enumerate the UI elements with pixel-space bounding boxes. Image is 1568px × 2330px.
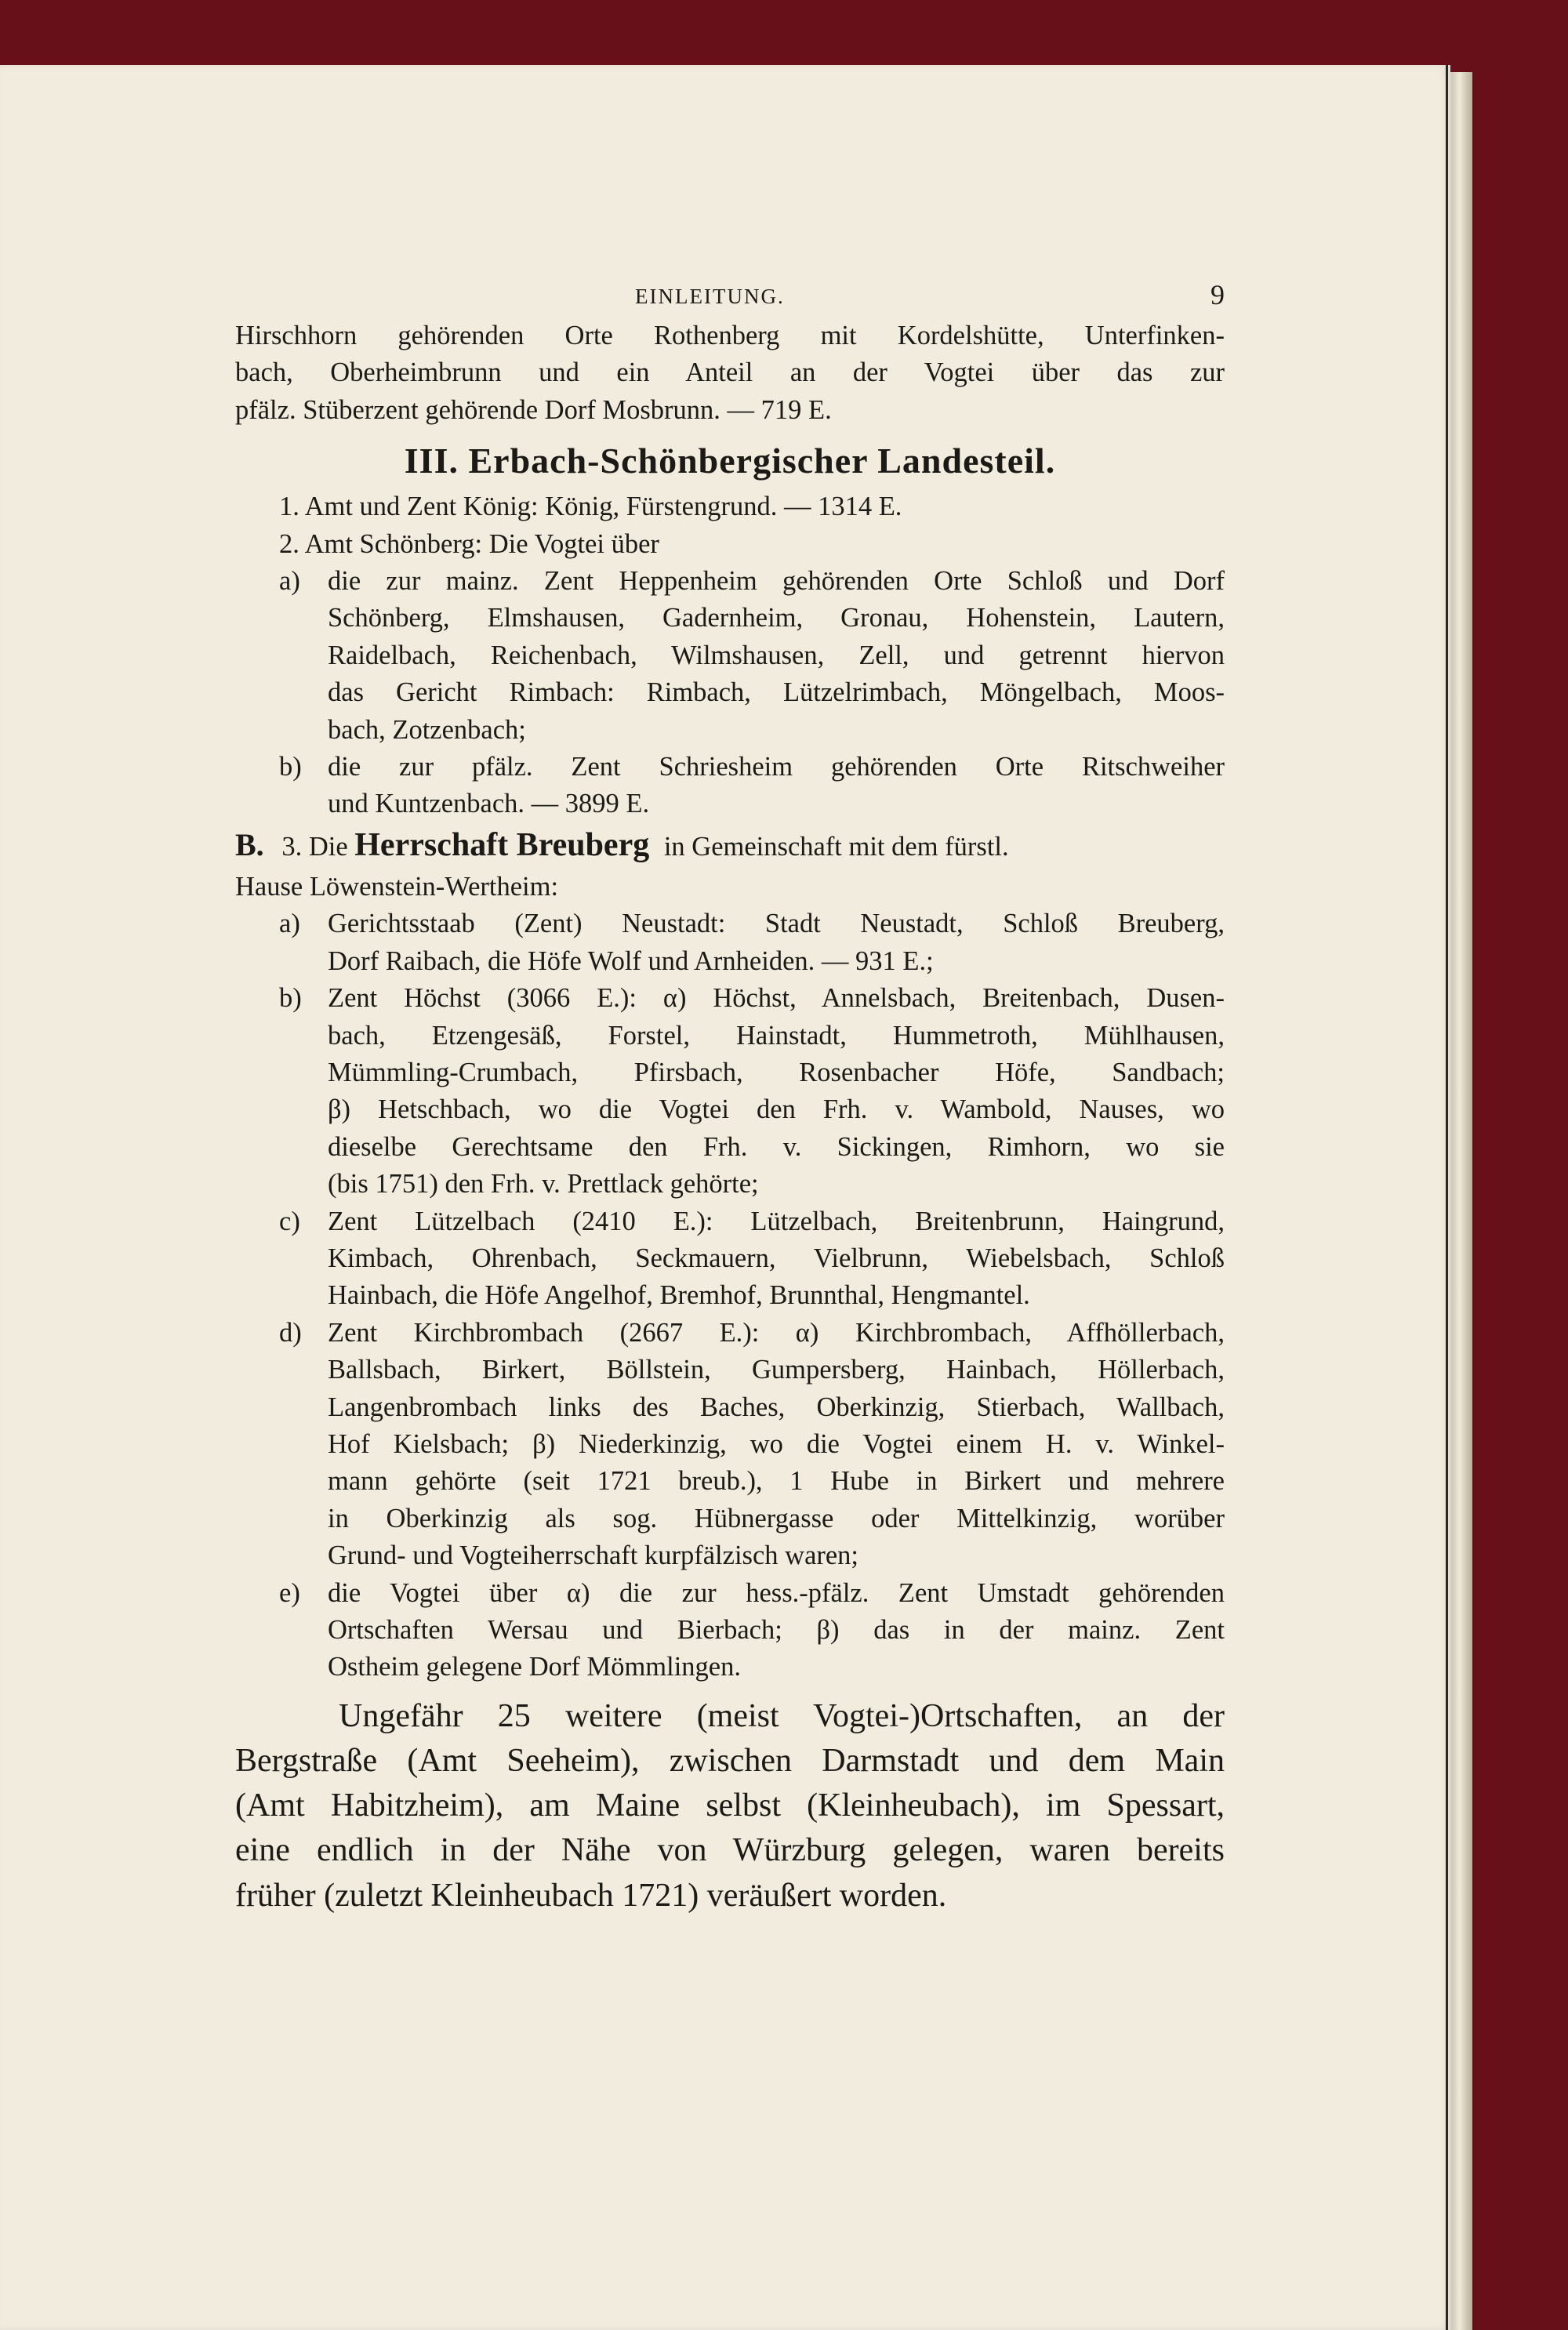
item-label: c) — [279, 1206, 300, 1236]
text-line: Ungefähr 25 weitere (meist Vogtei-)Ortschaften, an der — [339, 1697, 1225, 1734]
page-edge-line — [1446, 65, 1448, 2330]
text-line: früher (zuletzt Kleinheubach 1721) veräußert worden. — [235, 1877, 947, 1914]
item-label: a) — [279, 566, 300, 597]
section-b-number: 3. — [281, 831, 303, 862]
text-line: und Kuntzenbach. — 3899 E. — [328, 789, 650, 819]
item-label: a) — [279, 909, 300, 939]
item-label: d) — [279, 1317, 302, 1348]
text-line: Schönberg, Elmshausen, Gadernheim, Gronau, Hohenstein, Lautern, — [328, 603, 1225, 633]
text-line: Langenbrombach links des Baches, Oberkinzig, Stierbach, Wallbach, — [328, 1392, 1225, 1422]
page-content — [235, 278, 1225, 1918]
list-item-2: 2. Amt Schönberg: Die Vogtei über — [279, 528, 659, 559]
section-b-die: Die — [308, 831, 348, 862]
text-line: pfälz. Stüberzent gehörende Dorf Mosbrunn. — 719 E. — [235, 394, 832, 425]
section-heading: III. Erbach-Schönbergischer Landesteil. — [404, 441, 1056, 481]
item-label: b) — [279, 752, 302, 782]
text-line: Dorf Raibach, die Höfe Wolf und Arnheiden. — 931 E.; — [328, 945, 934, 976]
text-line: Hof Kielsbach; β) Niederkinzig, wo die Vogtei einem H. v. Winkel- — [328, 1428, 1225, 1459]
text-line: in Oberkinzig als sog. Hübnergasse oder Mittelkinzig, worüber — [328, 1503, 1225, 1533]
text-line: Gerichtsstaab (Zent) Neustadt: Stadt Neustadt, Schloß Breuberg, — [328, 909, 1225, 939]
text-line: (bis 1751) den Frh. v. Prettlack gehörte; — [328, 1169, 759, 1199]
text-line: Mümmling-Crumbach, Pfirsbach, Rosenbacher Höfe, Sandbach; — [328, 1057, 1225, 1087]
closing-paragraph — [235, 1694, 1225, 1918]
text-line: die zur pfälz. Zent Schriesheim gehörenden Orte Ritschweiher — [328, 752, 1225, 782]
text-line: bach, Oberheimbrunn und ein Anteil an der Vogtei über das zur — [235, 357, 1225, 388]
text-line: die Vogtei über α) die zur hess.-pfälz. Zent Umstadt gehörenden — [328, 1577, 1225, 1608]
text-line: das Gericht Rimbach: Rimbach, Lützelrimbach, Möngelbach, Moos- — [328, 677, 1225, 708]
section-b-rest: in Gemeinschaft mit dem fürstl. — [663, 831, 1009, 862]
page-number: 9 — [1210, 279, 1225, 310]
section-b-letter: B. — [235, 826, 264, 862]
item-label: e) — [279, 1577, 300, 1608]
text-line: Ostheim gelegene Dorf Mömmlingen. — [328, 1652, 741, 1682]
text-line: Bergstraße (Amt Seeheim), zwischen Darmstadt und dem Main — [235, 1743, 1225, 1780]
text-line: Kimbach, Ohrenbach, Seckmauern, Vielbrunn, Wiebelsbach, Schloß — [328, 1243, 1225, 1273]
text-line: Hainbach, die Höfe Angelhof, Bremhof, Brunnthal, Hengmantel. — [328, 1280, 1030, 1311]
text-line: eine endlich in der Nähe von Würzburg gelegen, waren bereits — [235, 1832, 1225, 1869]
text-line: mann gehörte (seit 1721 breub.), 1 Hube in Birkert und mehrere — [328, 1466, 1225, 1497]
running-title: EINLEITUNG. — [635, 285, 785, 308]
list-item-2a — [235, 563, 1225, 749]
text-line: Hirschhorn gehörenden Orte Rothenberg mit Kordelshütte, Unterfinken- — [235, 321, 1225, 350]
list-item-1: 1. Amt und Zent König: König, Fürstengrund. — 1314 E. — [279, 492, 902, 522]
text-line: Ortschaften Wersau und Bierbach; β) das in der mainz. Zent — [328, 1615, 1225, 1645]
text-line: (Amt Habitzheim), am Maine selbst (Kleinheubach), im Spessart, — [235, 1787, 1225, 1824]
b-item-b — [235, 980, 1225, 1203]
running-header — [235, 278, 1225, 318]
section-b — [235, 823, 1225, 906]
list-item-2b — [235, 749, 1225, 823]
intro-paragraph — [235, 318, 1225, 429]
text-line: dieselbe Gerechtsame den Frh. v. Sickingen, Rimhorn, wo sie — [328, 1131, 1225, 1162]
text-line: Raidelbach, Reichenbach, Wilmshausen, Zell, und getrennt hiervon — [328, 640, 1225, 670]
b-item-a — [235, 906, 1225, 980]
item-label: b) — [279, 983, 302, 1014]
text-line: Grund- und Vogteiherrschaft kurpfälzisch waren; — [328, 1541, 859, 1571]
text-line: die zur mainz. Zent Heppenheim gehörenden Orte Schloß und Dorf — [328, 566, 1225, 597]
text-line: Zent Lützelbach (2410 E.): Lützelbach, Breitenbrunn, Haingrund, — [328, 1206, 1225, 1236]
text-line: β) Hetschbach, wo die Vogtei den Frh. v. Wambold, Nauses, wo — [328, 1094, 1225, 1125]
text-line: Zent Kirchbrombach (2667 E.): α) Kirchbrombach, Affhöllerbach, — [328, 1317, 1225, 1348]
text-line: bach, Etzengesäß, Forstel, Hainstadt, Hummetroth, Mühlhausen, — [328, 1020, 1225, 1051]
text-line: Zent Höchst (3066 E.): α) Höchst, Annelsbach, Breitenbach, Dusen- — [328, 983, 1225, 1014]
b-item-e — [235, 1575, 1225, 1686]
text-line: Ballsbach, Birkert, Böllstein, Gumpersberg, Hainbach, Höllerbach, — [328, 1355, 1225, 1385]
text-line: bach, Zotzenbach; — [328, 714, 526, 745]
b-item-d — [235, 1315, 1225, 1575]
text-line: Hause Löwenstein-Wertheim: — [235, 871, 559, 902]
section-b-title: Herrschaft Breuberg — [354, 826, 650, 863]
b-item-c — [235, 1203, 1225, 1315]
